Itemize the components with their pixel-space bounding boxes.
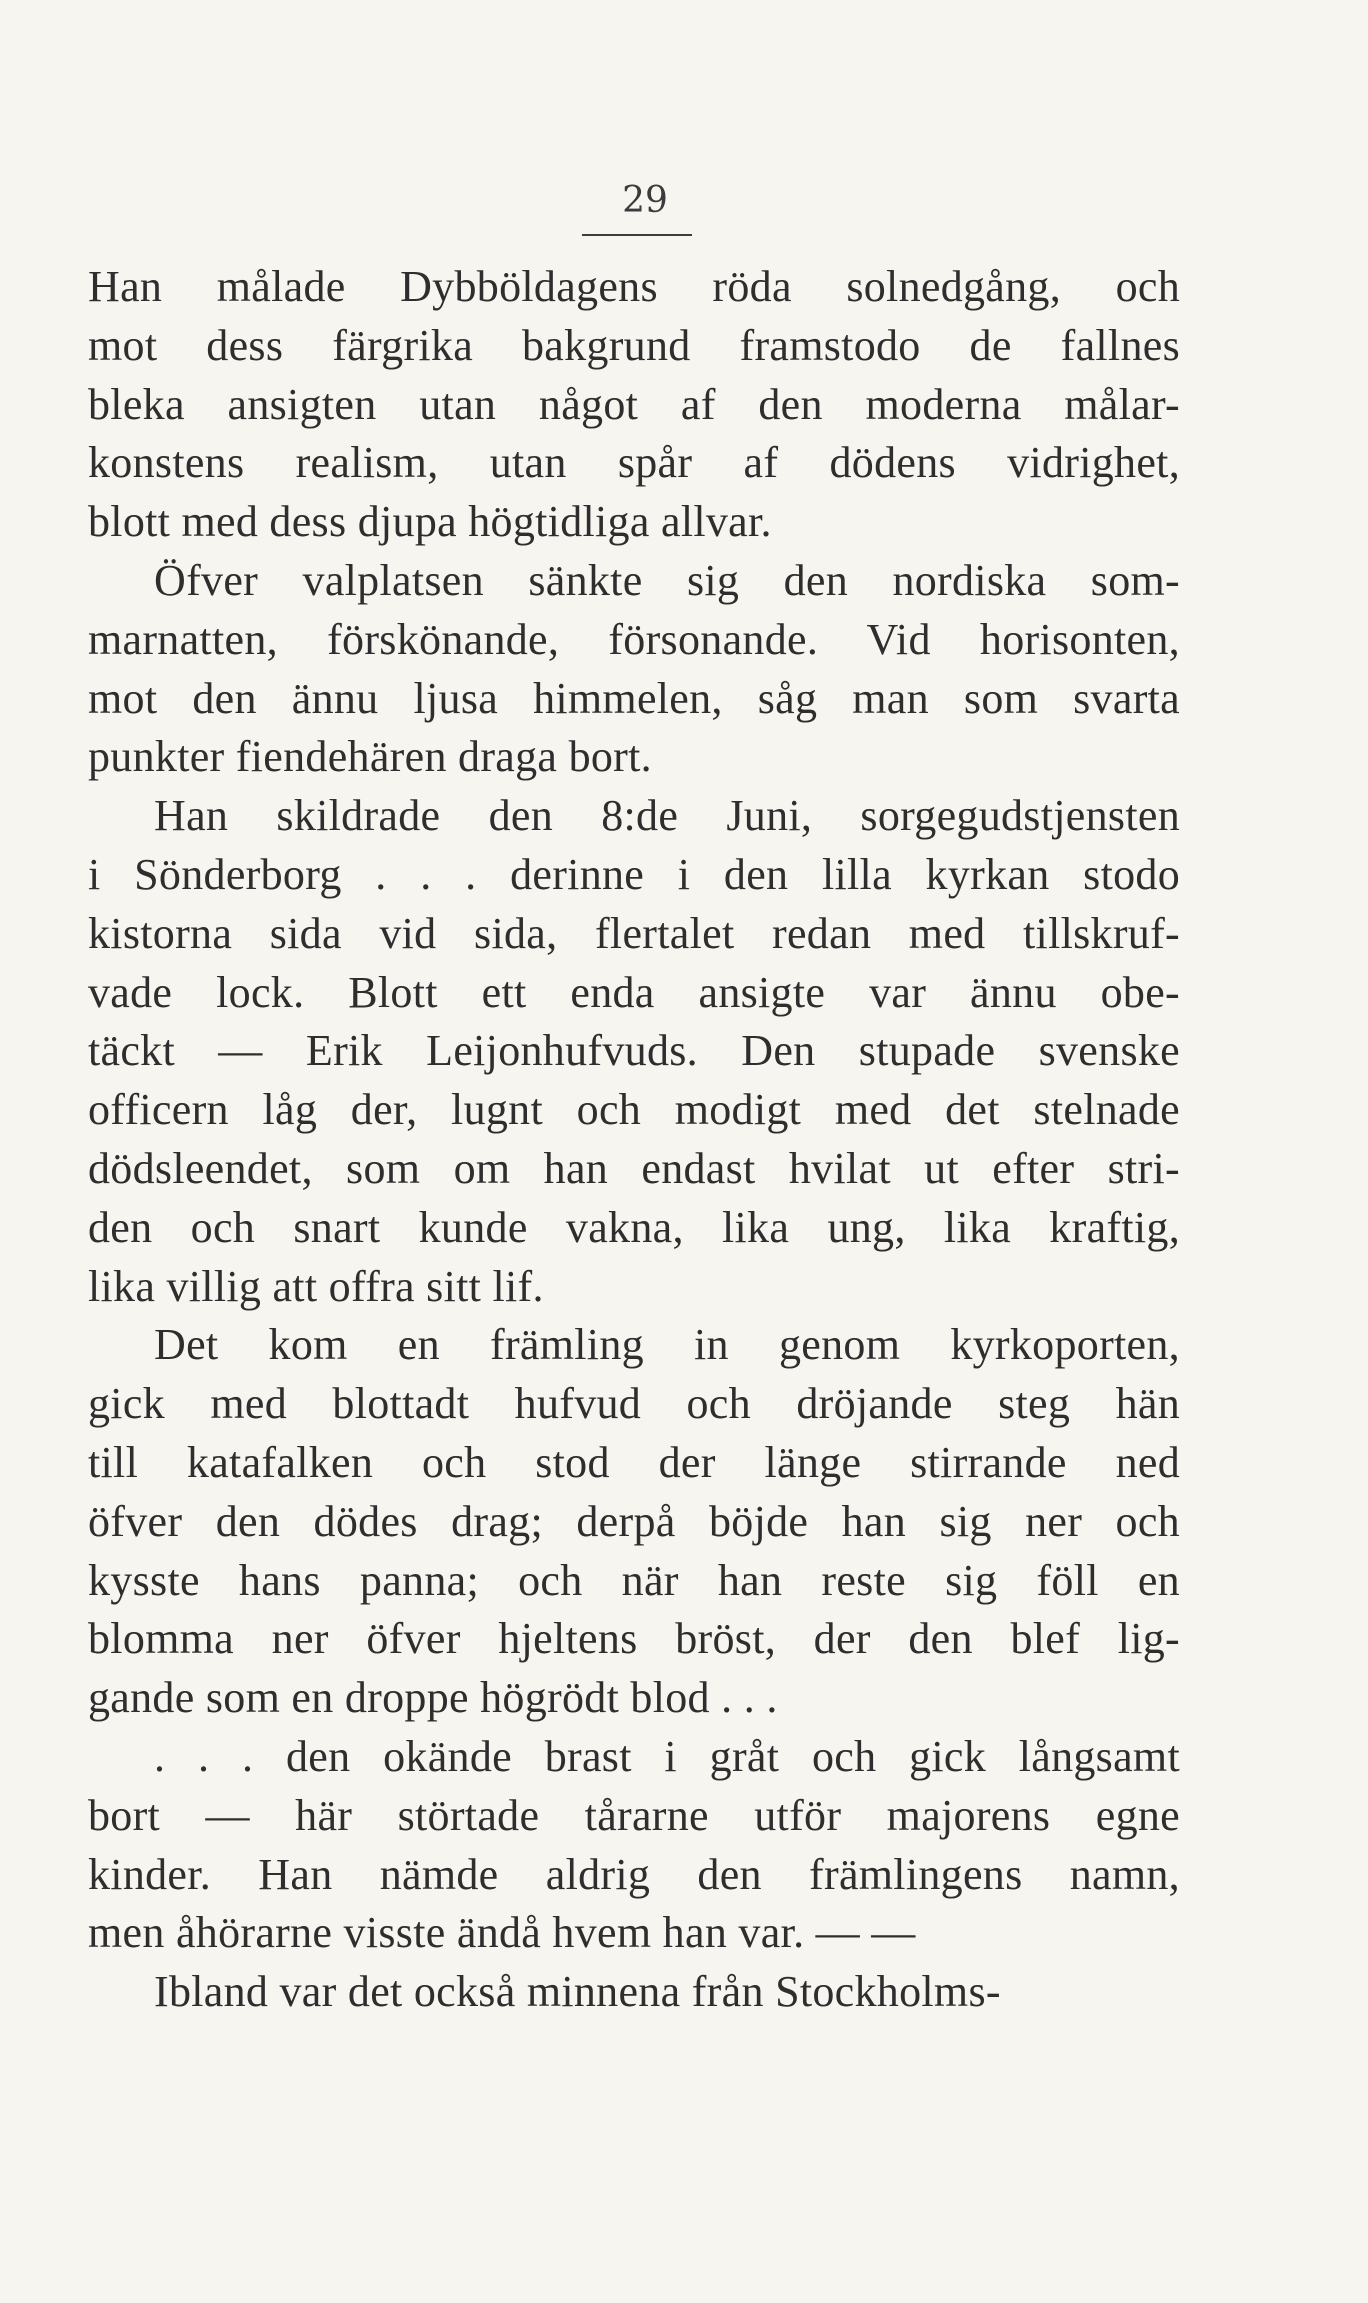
- text-line: gick med blottadt hufvud och dröjande steg hän: [88, 1379, 1180, 1429]
- text-line: täckt — Erik Leijonhufvuds. Den stupade svenske: [88, 1026, 1180, 1076]
- page-number-rule: [582, 234, 692, 236]
- text-line: vade lock. Blott ett enda ansigte var ännu obe-: [88, 967, 1180, 1017]
- text-line: kysste hans panna; och när han reste sig föll en: [88, 1555, 1180, 1605]
- text-line: gande som en droppe högrödt blod . . .: [88, 1673, 778, 1723]
- text-line: dödsleendet, som om han endast hvilat ut efter stri-: [88, 1143, 1180, 1193]
- text-line: Ibland var det också minnena från Stockholms-: [154, 1967, 1001, 2017]
- text-line: till katafalken och stod der länge stirrande ned: [88, 1437, 1180, 1487]
- text-line: mot dess färgrika bakgrund framstodo de fallnes: [88, 320, 1180, 370]
- text-line: punkter fiendehären draga bort.: [88, 732, 652, 782]
- text-line: öfver den dödes drag; derpå böjde han sig ner och: [88, 1496, 1180, 1546]
- page-number: 29: [622, 180, 668, 221]
- text-line: mot den ännu ljusa himmelen, såg man som svarta: [88, 673, 1180, 723]
- text-line: i Sönderborg . . . derinne i den lilla kyrkan stodo: [88, 849, 1180, 899]
- text-line: konstens realism, utan spår af dödens vidrighet,: [88, 438, 1180, 488]
- text-line: officern låg der, lugnt och modigt med det stelnade: [88, 1085, 1180, 1135]
- text-line: men åhörarne visste ändå hvem han var. — —: [88, 1908, 916, 1958]
- text-line: den och snart kunde vakna, lika ung, lika kraftig,: [88, 1202, 1180, 1252]
- text-line: Han skildrade den 8:de Juni, sorgegudstjensten: [154, 791, 1180, 841]
- text-line: Öfver valplatsen sänkte sig den nordiska som-: [154, 555, 1180, 605]
- body-text: [88, 258, 1180, 2022]
- text-line: . . . den okände brast i gråt och gick långsamt: [154, 1731, 1180, 1781]
- text-line: bort — här störtade tårarne utför majorens egne: [88, 1790, 1180, 1840]
- text-line: blott med dess djupa högtidliga allvar.: [88, 497, 772, 547]
- text-line: lika villig att offra sitt lif.: [88, 1261, 544, 1311]
- text-line: marnatten, förskönande, försonande. Vid horisonten,: [88, 614, 1180, 664]
- text-line: kinder. Han nämde aldrig den främlingens namn,: [88, 1849, 1180, 1899]
- text-line: Han målade Dybböldagens röda solnedgång, och: [88, 262, 1180, 311]
- text-line: Det kom en främling in genom kyrkoporten,: [154, 1320, 1180, 1370]
- text-line: kistorna sida vid sida, flertalet redan med tillskruf-: [88, 908, 1180, 958]
- text-line: blomma ner öfver hjeltens bröst, der den blef lig-: [88, 1614, 1180, 1664]
- text-line: bleka ansigten utan något af den moderna målar-: [88, 379, 1180, 429]
